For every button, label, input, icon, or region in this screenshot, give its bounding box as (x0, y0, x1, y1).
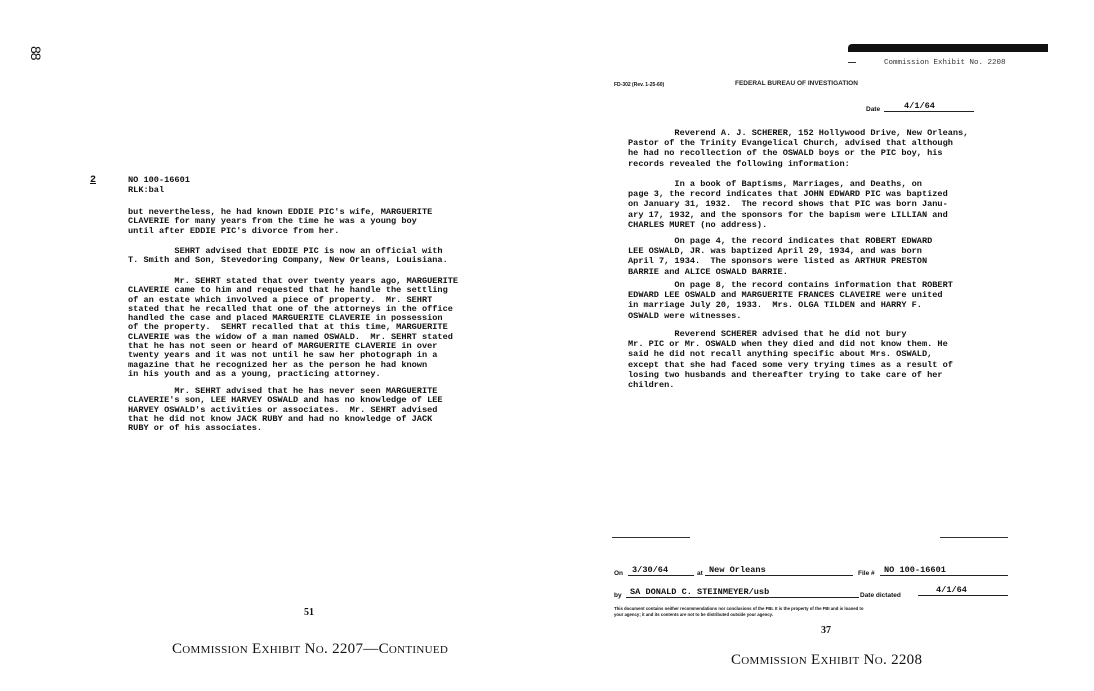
paragraph (128, 277, 458, 379)
text-line: SEHRT advised that EDDIE PIC is now an official with (128, 246, 443, 256)
page-marker: 2 (90, 175, 97, 186)
exhibit-stamp: Commission Exhibit No. 2208 (884, 59, 1006, 67)
text-line: Mr. SEHRT stated that over twenty years ago, MARGUERITE (128, 276, 459, 286)
stamp-bar (848, 44, 1048, 52)
page-number: 37 (821, 625, 831, 636)
text-line: Mr. SEHRT advised that he has never seen MARGUERITE (128, 386, 438, 396)
paragraph (628, 236, 932, 277)
text-line: losing two husbands and thereafter trying to take care of her (628, 369, 943, 380)
text-line: Reverend A. J. SCHERER, 152 Hollywood Drive, New Orleans, (628, 128, 969, 138)
margin-mark: 88 (28, 46, 44, 60)
text-line: twenty years and it was not until he saw her photograph in a (128, 350, 438, 361)
text-line: he had no recollection of the OSWALD boys or the PIC boy, his (628, 148, 943, 159)
text-line: On page 8, the record contains information that ROBERT (628, 280, 953, 290)
text-line: April 7, 1934. The sponsors were listed as ARTHUR PRESTON (628, 256, 928, 267)
text-line: CHARLES MURET (no address). (628, 219, 768, 230)
paragraph (128, 387, 443, 433)
paragraph (628, 128, 968, 169)
text-line: but nevertheless, he had known EDDIE PIC's wife, MARGUERITE (128, 207, 433, 217)
disclaimer-line: your agency; it and its contents are not to be distributed outside your agency. (614, 612, 773, 617)
text-line: that he has not seen or heard of MARGUERITE CLAVERIE in over (128, 341, 438, 352)
text-line: LEE OSWALD, JR. was baptized April 29, 1934, and was born (628, 246, 922, 257)
text-line: in his youth and as a young, practicing attorney. (128, 368, 381, 379)
disclaimer-line: This document contains neither recommendations nor conclusions of the FBI. It is the property of the FBI and is loaned to (614, 606, 864, 611)
text-line: on January 31, 1932. The record shows that PIC was born Janu- (628, 199, 948, 210)
text-line: CLAVERIE for many years from the time he was a young boy (128, 216, 417, 227)
page-number: 51 (304, 607, 314, 618)
text-line: ary 17, 1932, and the sponsors for the bapism were LILLIAN and (628, 209, 948, 220)
paragraph (628, 179, 948, 230)
at-label: at (697, 570, 703, 577)
paragraph (128, 208, 432, 236)
text-line: records revealed the following information: (628, 158, 850, 169)
paragraph (628, 280, 953, 321)
initials: RLK:bal (128, 185, 165, 195)
text-line: children. (628, 379, 675, 390)
text-line: HARVEY OSWALD's activities or associates. Mr. SEHRT advised (128, 404, 438, 415)
text-line: BARRIE and ALICE OSWALD BARRIE. (628, 266, 788, 277)
text-line: in marriage July 20, 1933. Mrs. OLGA TILDEN and HARRY F. (628, 300, 922, 311)
text-line: In a book of Baptisms, Marriages, and Deaths, on (628, 179, 922, 189)
paragraph (128, 247, 448, 266)
on-date: 3/30/64 (628, 565, 694, 576)
text-line: EDWARD LEE OSWALD and MARGUERITE FRANCES CLAVEIRE were united (628, 290, 943, 301)
paragraph (628, 329, 953, 390)
text-line: said he did not recall anything specific about Mrs. OSWALD, (628, 349, 933, 360)
text-line: handled the case and placed MARGUERITE CLAVERIE in possession (128, 313, 443, 324)
text-line: except that she had faced some very trying times as a result of (628, 359, 953, 370)
dictated-label: Date dictated (860, 592, 901, 599)
date-label: Date (866, 106, 881, 113)
text-line: Pastor of the Trinity Evangelical Church, advised that although (628, 138, 953, 149)
file-value: NO 100-16601 (880, 565, 1008, 576)
divider-line (612, 537, 690, 538)
text-line: of the property. SEHRT recalled that at this time, MARGUERITE (128, 322, 448, 333)
at-location: New Orleans (705, 565, 853, 576)
text-line: RUBY or of his associates. (128, 423, 263, 434)
text-line: T. Smith and Son, Stevedoring Company, New Orleans, Louisiana. (128, 255, 448, 266)
text-line: stated that he recalled that one of the attorneys in the office (128, 303, 453, 314)
file-label: File # (858, 570, 875, 577)
text-line: that he did not know JACK RUBY and had no knowledge of JACK (128, 413, 433, 424)
divider-line (940, 537, 1008, 538)
text-line: CLAVERIE's son, LEE HARVEY OSWALD and has no knowledge of LEE (128, 395, 443, 406)
text-line: CLAVERIE came to him and requested that he handle the settling (128, 285, 448, 296)
text-line: OSWALD were witnesses. (628, 310, 742, 321)
dictated-value: 4/1/64 (918, 585, 1008, 596)
text-line: magazine that he recognized her as the person he had known (128, 359, 428, 370)
date-value: 4/1/64 (884, 101, 974, 112)
text-line: On page 4, the record indicates that ROBERT EDWARD (628, 236, 933, 246)
text-line: CLAVERIE was the widow of a man named OSWALD. Mr. SEHRT stated (128, 331, 453, 342)
on-label: On (614, 570, 624, 577)
by-agent: SA DONALD C. STEINMEYER/usb (626, 587, 859, 598)
text-line: until after EDDIE PIC's divorce from her. (128, 225, 340, 236)
text-line: Reverend SCHERER advised that he did not bury (628, 329, 907, 339)
by-label: by (614, 592, 622, 599)
exhibit-caption: Commission Exhibit No. 2208 (731, 652, 923, 668)
exhibit-caption: Commission Exhibit No. 2207—Continued (172, 641, 449, 657)
agency-header: FEDERAL BUREAU OF INVESTIGATION (735, 80, 858, 87)
form-number: FD-302 (Rev. 1-25-60) (614, 82, 665, 88)
text-line: Mr. PIC or Mr. OSWALD when they died and did not know them. He (628, 339, 948, 350)
text-line: of an estate which involved a piece of property. Mr. SEHRT (128, 294, 433, 305)
stamp-tick (848, 62, 856, 63)
text-line: page 3, the record indicates that JOHN EDWARD PIC was baptized (628, 189, 948, 200)
file-number: NO 100-16601 (128, 175, 190, 185)
